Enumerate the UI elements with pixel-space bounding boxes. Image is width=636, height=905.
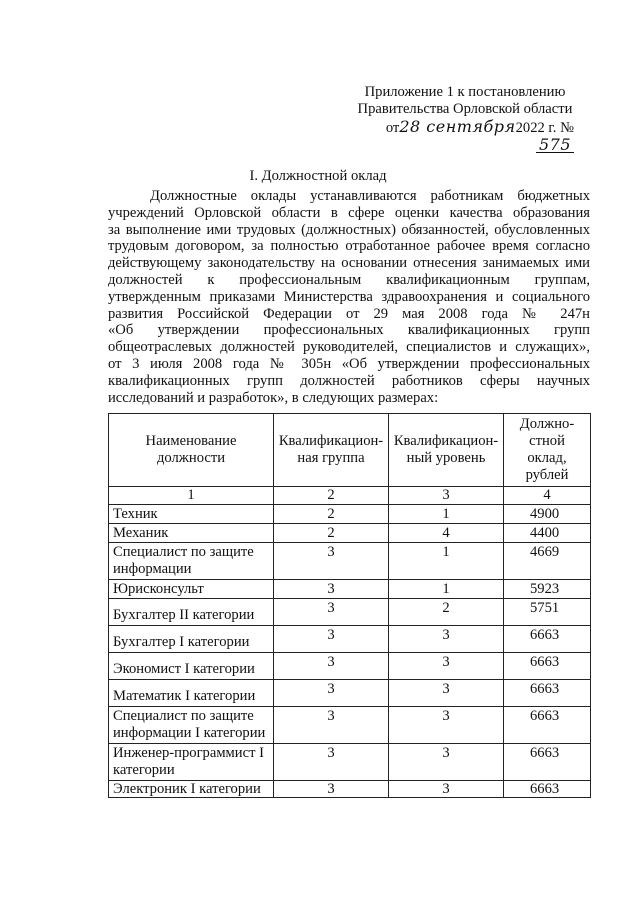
salary-value: 5751 [504, 599, 591, 626]
position-name: Механик [109, 524, 274, 543]
body-line: Должностные оклады устанавливаются работникам бюджетных [150, 188, 590, 204]
qualification-level: 3 [389, 744, 504, 781]
position-name: Экономист I категории [109, 653, 274, 680]
column-number: 1 [109, 487, 274, 505]
position-name: Электроник I категории [109, 781, 274, 798]
table-row [109, 680, 591, 707]
header-qualification-group: Квалификацион-ная группа [274, 414, 389, 487]
salary-value: 6663 [504, 653, 591, 680]
position-name: Бухгалтер I категории [109, 626, 274, 653]
qualification-group: 2 [274, 524, 389, 543]
header-position-name: Наименование должности [109, 414, 274, 487]
salary-value: 4900 [504, 505, 591, 524]
qualification-level: 2 [389, 599, 504, 626]
table-row [109, 599, 591, 626]
date-suffix: 2022 г. № [515, 120, 574, 136]
salary-value: 6663 [504, 707, 591, 744]
column-number: 3 [389, 487, 504, 505]
column-number: 4 [504, 487, 591, 505]
body-line: за выполнение ими трудовых (должностных) обязанностей, обусловленных [108, 221, 590, 238]
table-row [109, 626, 591, 653]
handwritten-date: 28 сентября [399, 117, 516, 136]
body-line: от 3 июля 2008 года № 305н «Об утверждении профессиональных [108, 355, 590, 372]
body-line: общеотраслевых должностей руководителей, специалистов и служащих», [108, 339, 590, 356]
qualification-level: 3 [389, 707, 504, 744]
handwritten-number: 575 [536, 137, 574, 153]
appendix-date-line [350, 118, 580, 155]
salary-value: 5923 [504, 580, 591, 599]
body-line: действующему законодательству на основании отнесения занимаемых ими [108, 255, 590, 272]
qualification-group: 3 [274, 599, 389, 626]
body-line: должностей к профессиональным квалификационным группам, [108, 271, 590, 288]
qualification-level: 1 [389, 580, 504, 599]
salary-value: 4669 [504, 543, 591, 580]
qualification-group: 2 [274, 505, 389, 524]
body-line: трудовым договором, за полностью отработанное рабочее время согласно [108, 238, 590, 255]
table-row [109, 744, 591, 781]
table-row [109, 707, 591, 744]
salary-value: 4400 [504, 524, 591, 543]
section-title: I. Должностной оклад [249, 168, 387, 184]
table-row [109, 653, 591, 680]
column-number-row [109, 487, 591, 505]
appendix-line-2: Правительства Орловской области [357, 101, 573, 117]
table-row [109, 580, 591, 599]
qualification-level: 3 [389, 653, 504, 680]
table-row [109, 543, 591, 580]
position-name: Специалист по защите информации I категории [109, 707, 274, 744]
qualification-group: 3 [274, 781, 389, 798]
position-name: Специалист по защите информации [109, 543, 274, 580]
body-line: развития Российской Федерации от 29 мая 2008 года № 247н [108, 305, 590, 322]
qualification-level: 4 [389, 524, 504, 543]
salary-value: 6663 [504, 781, 591, 798]
salary-table [108, 413, 591, 798]
qualification-group: 3 [274, 543, 389, 580]
position-name: Инженер-программист I категории [109, 744, 274, 781]
salary-value: 6663 [504, 626, 591, 653]
header-salary: Должно-стной оклад, рублей [504, 414, 591, 487]
body-line: квалификационных групп должностей работников сферы научных [108, 372, 590, 389]
qualification-level: 1 [389, 543, 504, 580]
position-name: Техник [109, 505, 274, 524]
body-line: «Об утверждении профессиональных квалификационных групп [108, 322, 590, 339]
body-line: исследований и разработок», в следующих размерах: [108, 389, 439, 406]
qualification-level: 3 [389, 626, 504, 653]
qualification-level: 1 [389, 505, 504, 524]
table-header-row [109, 414, 591, 487]
appendix-header [350, 84, 580, 155]
table-row [109, 505, 591, 524]
qualification-group: 3 [274, 580, 389, 599]
date-prefix: от [385, 120, 400, 136]
qualification-level: 3 [389, 680, 504, 707]
body-line: утвержденным приказами Министерства здравоохранения и социального [108, 288, 590, 305]
qualification-level: 3 [389, 781, 504, 798]
qualification-group: 3 [274, 653, 389, 680]
table-row [109, 524, 591, 543]
position-name: Бухгалтер II категории [109, 599, 274, 626]
qualification-group: 3 [274, 626, 389, 653]
salary-value: 6663 [504, 744, 591, 781]
appendix-line-1: Приложение 1 к постановлению [364, 84, 566, 100]
body-paragraph [108, 188, 590, 406]
column-number: 2 [274, 487, 389, 505]
position-name: Математик I категории [109, 680, 274, 707]
salary-value: 6663 [504, 680, 591, 707]
qualification-group: 3 [274, 744, 389, 781]
qualification-group: 3 [274, 680, 389, 707]
qualification-group: 3 [274, 707, 389, 744]
position-name: Юрисконсульт [109, 580, 274, 599]
header-qualification-level: Квалификацион-ный уровень [389, 414, 504, 487]
body-line: учреждений Орловской области в сфере оценки качества образования [108, 204, 590, 221]
table-row [109, 781, 591, 798]
